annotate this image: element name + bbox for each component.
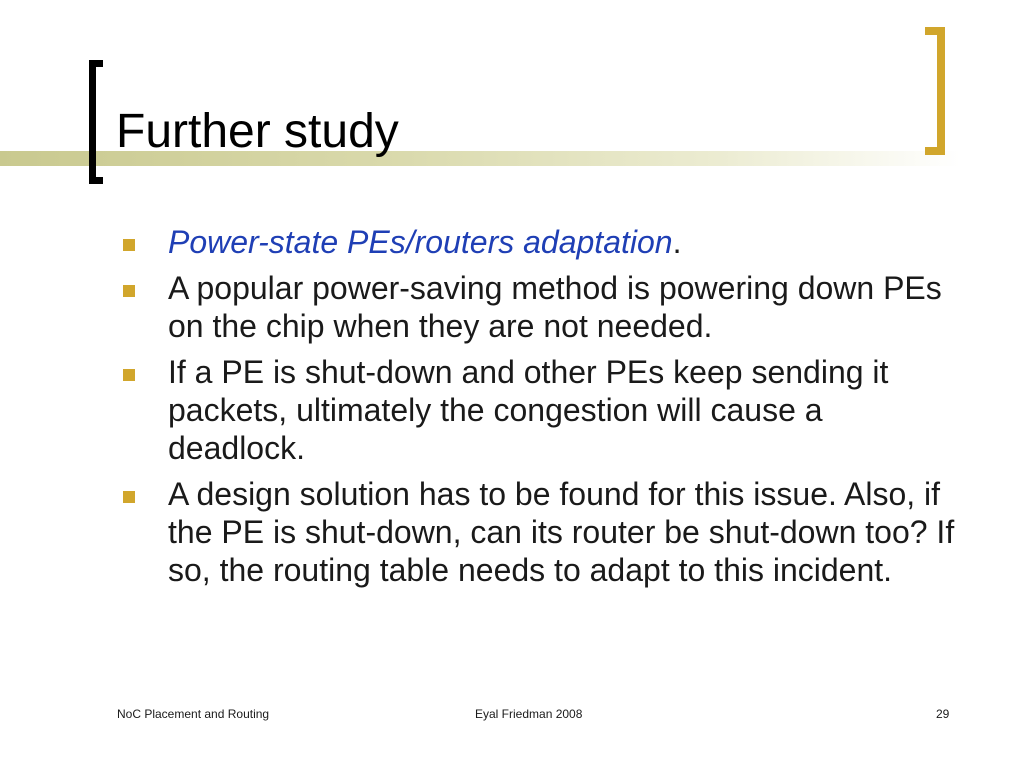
square-bullet-icon	[123, 285, 135, 297]
slide-title: Further study	[116, 105, 399, 158]
square-bullet-icon	[123, 369, 135, 381]
square-bullet-icon	[123, 491, 135, 503]
bullet-item	[115, 223, 955, 261]
page-number: 29	[936, 707, 950, 721]
bullet-item	[115, 475, 955, 589]
bullet-list	[115, 223, 955, 597]
square-bullet-icon	[123, 239, 135, 251]
bullet-item	[115, 269, 955, 345]
footer-title: NoC Placement and Routing	[117, 707, 270, 721]
bullet-text: A popular power-saving method is powering down PEs on the chip when they are not needed.	[168, 270, 942, 344]
bullet-suffix: .	[672, 224, 682, 260]
bullet-text: If a PE is shut-down and other PEs keep sending it packets, ultimately the congestion will cause a deadlock.	[168, 354, 889, 466]
footer-author: Eyal Friedman 2008	[475, 707, 583, 721]
bullet-item	[115, 353, 955, 467]
right-bracket-decoration	[925, 27, 945, 155]
left-bracket-decoration	[89, 60, 103, 184]
bullet-text: A design solution has to be found for this issue. Also, if the PE is shut-down, can its router be shut-down too? If so, the routing table needs to adapt to this incident.	[168, 476, 955, 588]
bullet-emphasis-text: Power-state PEs/routers adaptation	[168, 224, 673, 260]
